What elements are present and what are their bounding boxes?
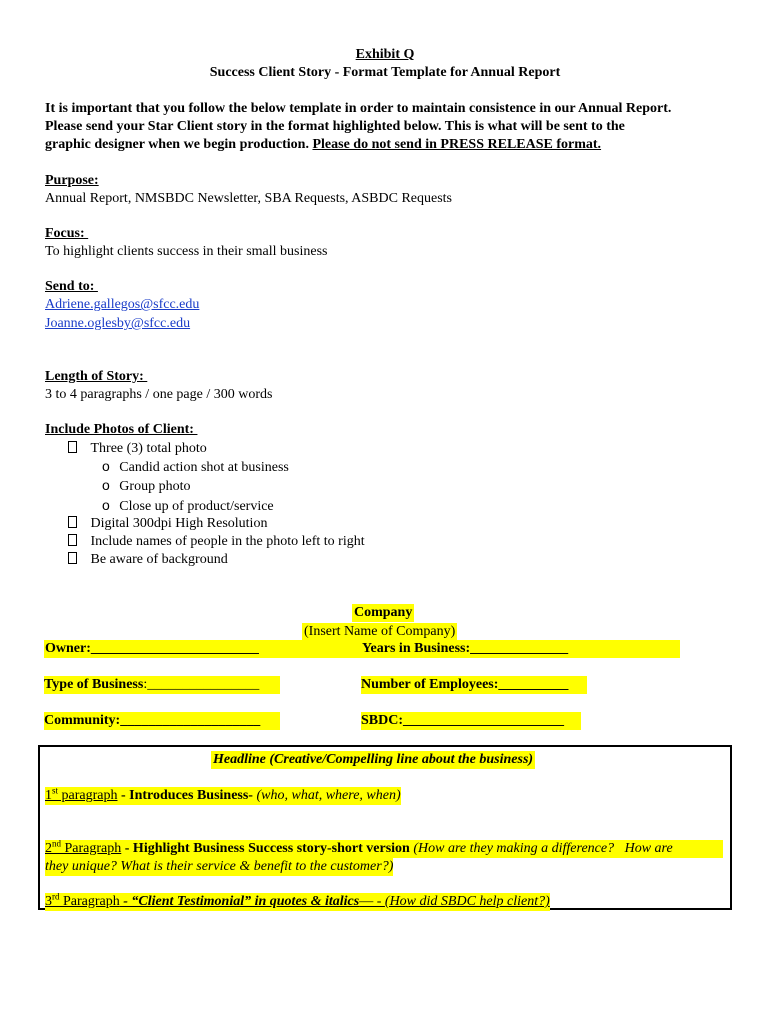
paragraph-2-label: 2nd Paragraph [45,838,122,856]
owner-field[interactable]: Owner:________________________ [45,641,259,656]
paragraph-2-note-line-2: they unique? What is their service & benefit to the customer?) [45,859,394,874]
photo-sub-item [102,457,289,477]
paragraph-2-instruction [45,840,723,858]
headline-instruction: Headline (Creative/Compelling line about the business) [213,752,534,767]
length-text: 3 to 4 paragraphs / one page / 300 words [45,387,273,402]
photo-item [68,440,207,458]
photo-sub-item-text: Group photo [119,479,191,494]
paragraph-3-instruction [45,893,550,911]
photo-item-text: Digital 300dpi High Resolution [90,516,268,531]
paragraph-1-instruction [45,787,401,805]
purpose-text: Annual Report, NMSBDC Newsletter, SBA Requests, ASBDC Requests [45,191,453,206]
type-of-business-blank: :________________ [143,677,260,692]
type-of-business-label: Type of Business [44,677,144,692]
photo-sub-item [102,476,190,496]
email-link-adriene[interactable]: Adriene.gallegos@sfcc.edu [45,297,200,312]
press-release-warning: Please do not send in PRESS RELEASE format. [312,137,602,152]
paragraph-3-title: - “Client Testimonial” in quotes & italics [119,894,360,909]
checkbox-bullet-icon [68,441,77,453]
paragraph-2-note-line-1: (How are they making a difference? How are [409,841,673,856]
photo-item-text: Three (3) total photo [90,441,207,456]
number-of-employees-field[interactable]: Number of Employees:__________ [361,676,587,694]
paragraph-1-note: (who, what, where, when) [252,788,401,803]
company-title: Company [354,605,413,620]
intro-line-3-text: graphic designer when we begin production. [45,137,313,152]
focus-text: To highlight clients success in their small business [45,244,328,259]
intro-line-1: It is important that you follow the below template in order to maintain consistence in our Annual Report. [45,101,672,116]
paragraph-3-dash: — - [359,894,385,909]
community-field[interactable]: Community:____________________ [44,712,280,730]
email-link-joanne[interactable]: Joanne.oglesby@sfcc.edu [45,316,191,331]
photo-sub-item [102,496,274,516]
intro-line-2: Please send your Star Client story in the format highlighted below. This is what will be sent to the [45,119,625,134]
story-template-box [38,745,732,910]
length-label: Length of Story: [45,369,148,384]
photo-item [68,551,228,569]
paragraph-2-title: - Highlight Business Success story-short version [121,841,410,856]
purpose-label: Purpose: [45,173,99,188]
checkbox-bullet-icon [68,552,77,564]
photo-sub-item-text: Candid action shot at business [119,460,289,475]
photos-label: Include Photos of Client: [45,422,198,437]
focus-label: Focus: [45,226,89,241]
checkbox-bullet-icon [68,516,77,528]
intro-line-3 [45,136,601,154]
photo-item [68,533,365,551]
paragraph-1-label: 1st paragraph [45,785,118,803]
send-to-label: Send to: [45,279,98,294]
photo-sub-item-text: Close up of product/service [119,499,274,514]
photo-item-text: Be aware of background [90,552,228,567]
type-of-business-field[interactable] [44,676,280,694]
exhibit-title: Exhibit Q [355,47,415,62]
paragraph-3-label: 3rd Paragraph [45,891,120,909]
paragraph-3-note: (How did SBDC help client?) [384,894,550,909]
circle-bullet-icon: o [102,458,110,474]
photo-item [68,515,267,533]
document-subtitle: Success Client Story - Format Template for Annual Report [209,65,561,80]
company-subtitle: (Insert Name of Company) [304,624,456,639]
sbdc-field[interactable]: SBDC:_______________________ [361,712,581,730]
paragraph-1-title: - Introduces Business- [117,788,253,803]
years-in-business-field[interactable]: Years in Business:______________ [362,641,569,656]
circle-bullet-icon: o [102,477,110,493]
circle-bullet-icon: o [102,497,110,513]
photo-item-text: Include names of people in the photo left to right [90,534,365,549]
checkbox-bullet-icon [68,534,77,546]
